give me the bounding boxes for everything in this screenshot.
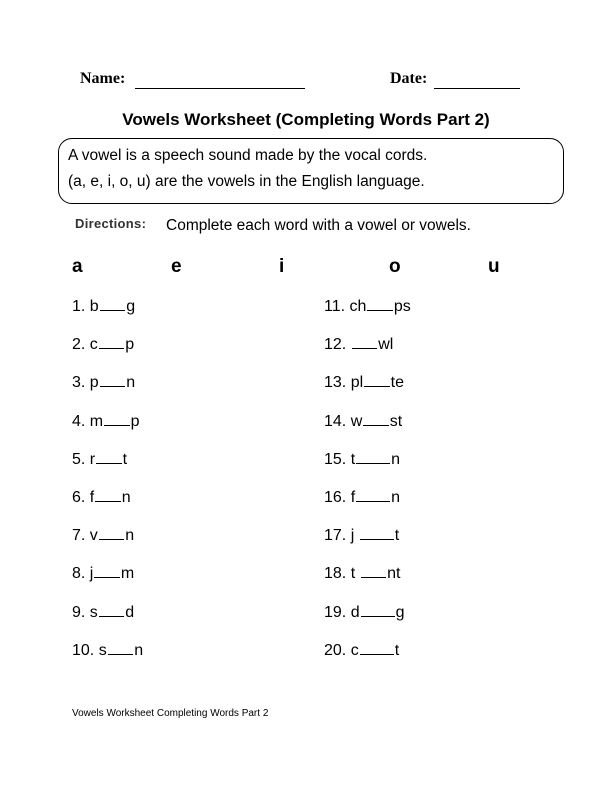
vowel-u: u [488,256,500,277]
answer-blank[interactable] [94,565,120,578]
answer-blank[interactable] [100,374,126,387]
vowel-o: o [389,256,401,277]
word-item-9 [72,604,134,622]
word-end: g [126,298,136,315]
item-number: 7. [72,527,90,545]
word-end: nt [387,565,401,583]
word-start: f [350,489,356,506]
word-start: p [89,374,99,392]
answer-blank[interactable] [99,336,125,349]
answer-blank[interactable] [356,451,390,464]
word-end: n [121,489,131,506]
word-item-16 [324,489,400,507]
directions-label: Directions: [75,216,147,231]
answer-blank[interactable] [364,374,390,387]
date-label: Date: [390,70,428,87]
answer-blank[interactable] [104,413,130,426]
item-number: 6. [72,489,90,506]
word-start: ch [349,298,367,315]
word-end: n [126,374,136,392]
answer-blank[interactable] [361,604,395,617]
answer-blank[interactable] [95,489,121,502]
word-item-8 [72,565,134,583]
word-start: m [89,412,104,430]
word-end: p [130,412,140,430]
item-number: 5. [72,450,90,468]
word-end: n [125,527,135,545]
word-end: ps [393,298,411,315]
name-label: Name: [80,70,126,87]
answer-blank[interactable] [367,298,393,311]
word-item-19 [324,604,405,622]
word-item-12 [324,336,393,354]
word-item-3 [72,374,135,392]
word-item-17 [324,527,399,545]
item-number: 9. [72,603,90,621]
word-start: t [350,565,360,583]
word-start: b [89,298,99,315]
name-field-line[interactable] [135,88,305,89]
item-number: 2. [72,336,90,354]
word-end: t [394,641,400,659]
word-start: j [350,527,359,545]
word-item-2 [72,336,134,354]
footer-text: Vowels Worksheet Completing Words Part 2 [72,708,269,719]
word-item-1 [72,298,135,316]
word-item-5 [72,451,127,469]
item-number: 20. [324,641,351,659]
date-field-line[interactable] [434,88,520,89]
word-item-4 [72,413,140,431]
answer-blank[interactable] [361,565,387,578]
word-start: j [89,565,94,583]
info-line-1: A vowel is a speech sound made by the vocal cords. [68,147,428,164]
word-end: wl [378,336,394,354]
item-number: 8. [72,565,90,583]
word-start: v [89,527,98,545]
answer-blank[interactable] [108,642,134,655]
item-number: 11. [324,298,350,315]
item-number: 14. [324,412,351,430]
item-number: 12. [324,336,351,354]
word-end: st [389,412,403,430]
word-start: f [89,489,95,506]
word-start: s [89,603,98,621]
word-start: r [89,450,96,468]
word-start: s [98,641,107,659]
answer-blank[interactable] [96,451,122,464]
word-end: te [390,374,404,392]
item-number: 4. [72,412,90,430]
word-item-10 [72,642,143,660]
word-end: m [120,565,135,583]
item-number: 19. [324,603,351,621]
item-number: 3. [72,374,90,392]
answer-blank[interactable] [352,336,378,349]
item-number: 10. [72,641,99,659]
word-item-6 [72,489,131,507]
word-end: d [125,603,135,621]
answer-blank[interactable] [360,527,394,540]
word-start: pl [350,374,364,392]
item-number: 17. [324,527,351,545]
word-end: t [394,527,400,545]
word-end: n [391,489,401,506]
word-end: n [391,450,401,468]
answer-blank[interactable] [99,604,125,617]
item-number: 16. [324,489,351,506]
word-start: c [89,336,98,354]
answer-blank[interactable] [356,489,390,502]
answer-blank[interactable] [99,527,125,540]
word-item-13 [324,374,404,392]
item-number: 18. [324,565,351,583]
word-start: d [350,603,360,621]
worksheet-title: Vowels Worksheet (Completing Words Part 2) [122,110,490,129]
info-line-2: (a, e, i, o, u) are the vowels in the English language. [68,173,425,190]
word-end: n [134,641,144,659]
answer-blank[interactable] [360,642,394,655]
word-item-7 [72,527,134,545]
word-start: c [350,641,359,659]
word-end: p [125,336,135,354]
word-item-11 [324,298,411,316]
item-number: 1. [72,298,90,315]
item-number: 13. [324,374,351,392]
vowel-a: a [72,256,83,277]
word-end: t [122,450,128,468]
answer-blank[interactable] [100,298,126,311]
directions-text: Complete each word with a vowel or vowels. [166,217,471,234]
word-item-20 [324,642,399,660]
word-item-14 [324,413,402,431]
word-start: w [350,412,363,430]
word-item-15 [324,451,400,469]
word-item-18 [324,565,400,583]
item-number: 15. [324,450,351,468]
word-start: t [350,450,356,468]
answer-blank[interactable] [363,413,389,426]
vowel-e: e [171,256,182,277]
word-end: g [395,603,405,621]
vowel-i: i [279,256,285,277]
